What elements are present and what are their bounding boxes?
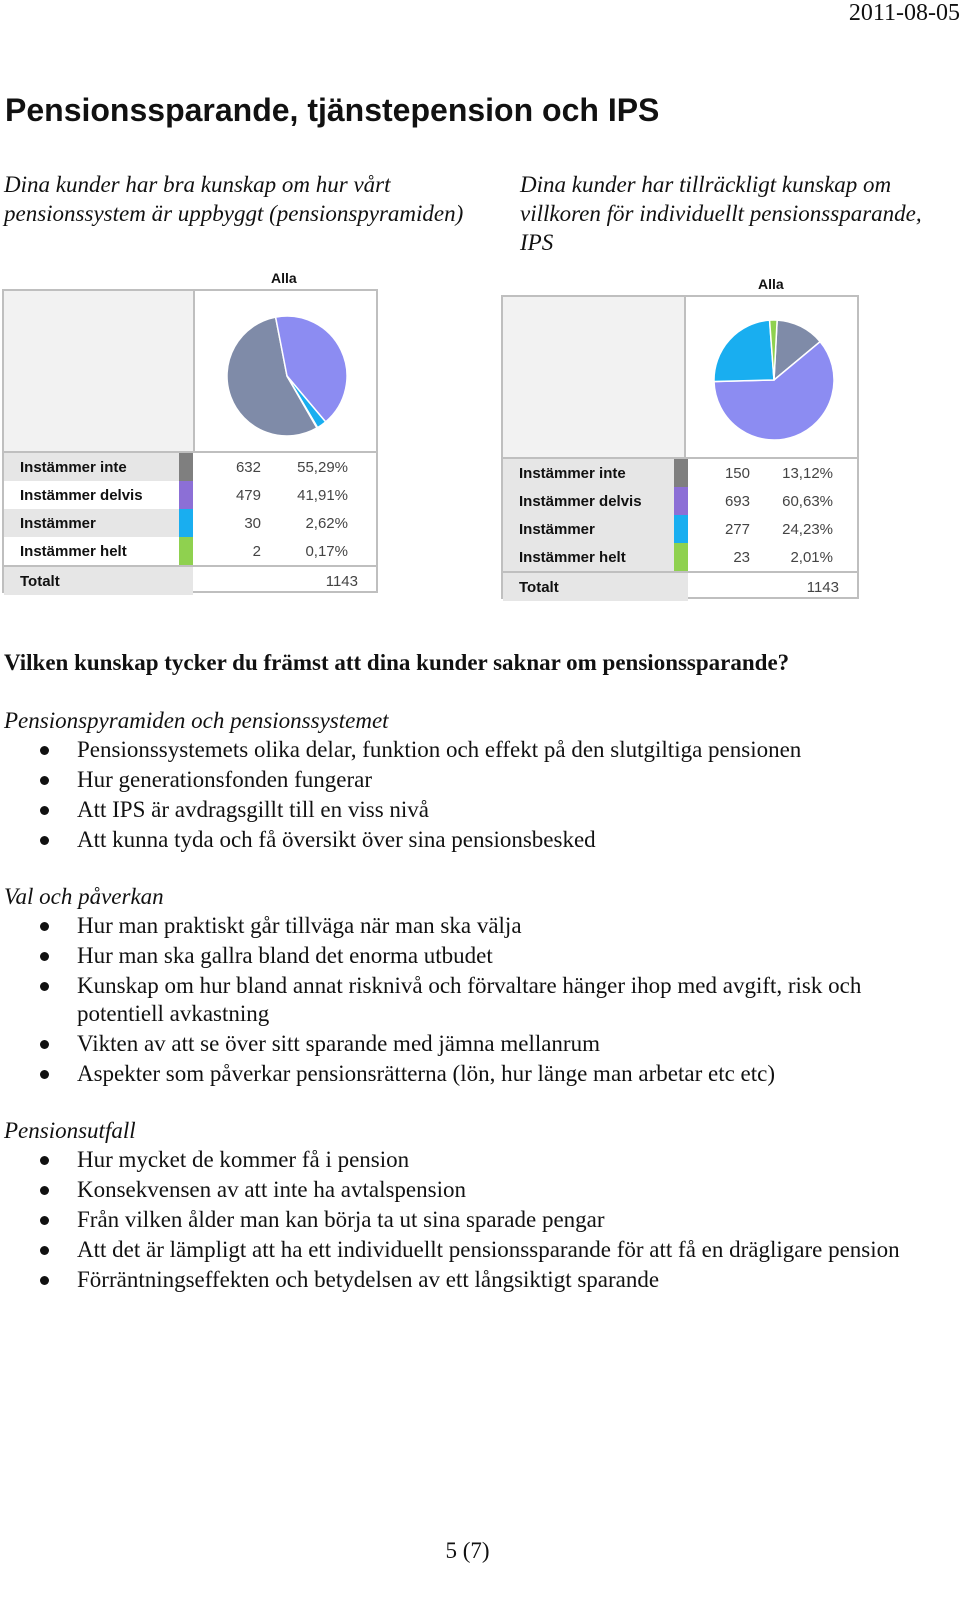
list-item-text: Vikten av att se över sitt sparande med jämna mellanrum [77, 1031, 600, 1056]
bullet-icon [40, 806, 49, 815]
bullet-icon [40, 1186, 49, 1195]
list-item-text: Hur man ska gallra bland det enorma utbudet [77, 943, 493, 968]
bullet-icon [40, 1070, 49, 1079]
section-title: Pensionsutfall [4, 1118, 136, 1143]
legend-total-label: Totalt [503, 572, 674, 601]
legend-total-row [4, 566, 376, 595]
question-left: Dina kunder har bra kunskap om hur vårt pensionssystem är uppbyggt (pensionspyramiden) [4, 172, 464, 226]
legend-percent: 41,91% [297, 486, 348, 504]
bullet-list [4, 1146, 944, 1294]
legend-swatch [179, 481, 193, 509]
list-item [4, 912, 944, 940]
chart-2-legend [503, 459, 857, 601]
list-item-text: Hur generationsfonden fungerar [77, 767, 373, 792]
legend-row [503, 459, 857, 487]
section-title: Val och påverkan [4, 884, 164, 909]
legend-swatch [674, 459, 688, 487]
legend-count: 2 [252, 542, 261, 560]
legend-count: 30 [244, 514, 261, 532]
list-item [4, 1236, 944, 1264]
chart-1-blank-area [4, 291, 193, 452]
legend-total-swatch [674, 572, 688, 601]
chart-2-pie [711, 317, 837, 443]
list-item [4, 766, 944, 794]
legend-swatch [179, 509, 193, 537]
legend-total-row [503, 572, 857, 601]
list-item-text: Att det är lämpligt att ha ett individuellt pensionssparande för att få en drägligare pension [77, 1237, 900, 1262]
bullet-icon [40, 776, 49, 785]
legend-count: 150 [724, 464, 750, 482]
section-title: Pensionspyramiden och pensionssystemet [4, 708, 389, 733]
chart-1-pie [224, 313, 350, 439]
list-item-text: Konsekvensen av att inte ha avtalspension [77, 1177, 466, 1202]
chart-2-divider [684, 297, 686, 458]
bullet-icon [40, 1246, 49, 1255]
chart-2-blank-area [503, 297, 684, 458]
legend-percent: 0,17% [305, 542, 348, 560]
list-item [4, 1146, 944, 1174]
chart-1-legend [4, 453, 376, 595]
legend-row [4, 509, 376, 537]
legend-total-label: Totalt [4, 566, 179, 595]
document-date: 2011-08-05 [848, 0, 960, 26]
bullet-list [4, 736, 944, 854]
list-item [4, 1060, 944, 1088]
chart-2-panel [501, 295, 859, 599]
legend-row [4, 481, 376, 509]
pie-slice-3 [714, 320, 774, 381]
legend-count: 23 [733, 548, 750, 566]
list-item [4, 736, 944, 764]
section-pension-system [4, 706, 944, 856]
list-item [4, 972, 944, 1028]
list-item [4, 1176, 944, 1204]
list-item-text: Hur man praktiskt går tillväga när man ska välja [77, 913, 522, 938]
legend-row [503, 515, 857, 543]
legend-label: Instämmer helt [503, 543, 674, 572]
page-title: Pensionssparande, tjänstepension och IPS [5, 92, 660, 128]
chart-1-title: Alla [271, 270, 297, 286]
list-item-text: Kunskap om hur bland annat risknivå och förvaltare hänger ihop med avgift, risk och potentiell avkastning [77, 973, 862, 1026]
list-item-text: Från vilken ålder man kan börja ta ut sina sparade pengar [77, 1207, 605, 1232]
list-item-text: Att kunna tyda och få översikt över sina pensionsbesked [77, 827, 596, 852]
legend-percent: 60,63% [782, 492, 833, 510]
page-number: 5 (7) [445, 1538, 490, 1563]
list-item-text: Pensionssystemets olika delar, funktion och effekt på den slutgiltiga pensionen [77, 737, 802, 762]
list-item-text: Aspekter som påverkar pensionsrätterna (lön, hur länge man arbetar etc etc) [77, 1061, 776, 1086]
list-item [4, 796, 944, 824]
legend-percent: 24,23% [782, 520, 833, 538]
legend-total-swatch [179, 566, 193, 595]
legend-count: 632 [235, 458, 261, 476]
chart-2-title: Alla [758, 276, 784, 292]
bullet-icon [40, 982, 49, 991]
list-item [4, 942, 944, 970]
bullet-icon [40, 1276, 49, 1285]
legend-swatch [179, 537, 193, 566]
bullet-icon [40, 836, 49, 845]
bullet-icon [40, 952, 49, 961]
legend-row [503, 543, 857, 572]
legend-total-value: 1143 [193, 566, 376, 595]
legend-count: 277 [724, 520, 750, 538]
legend-swatch [674, 515, 688, 543]
legend-percent: 2,01% [790, 548, 833, 566]
legend-label: Instämmer delvis [503, 487, 674, 515]
legend-label: Instämmer helt [20, 542, 127, 560]
bullet-icon [40, 1216, 49, 1225]
question-right: Dina kunder har tillräckligt kunskap om villkoren för individuellt pensionssparande, IPS [520, 172, 922, 255]
list-item [4, 1266, 944, 1294]
legend-swatch [674, 487, 688, 515]
section-choice-influence [4, 882, 944, 1090]
list-item [4, 1206, 944, 1234]
list-item-text: Hur mycket de kommer få i pension [77, 1147, 410, 1172]
bullet-icon [40, 1156, 49, 1165]
list-item-text: Förräntningseffekten och betydelsen av ett långsiktigt sparande [77, 1267, 660, 1292]
legend-percent: 2,62% [305, 514, 348, 532]
bullet-icon [40, 922, 49, 931]
legend-swatch [674, 543, 688, 572]
list-item [4, 826, 944, 854]
bullet-list [4, 912, 944, 1088]
section-heading: Vilken kunskap tycker du främst att dina kunder saknar om pensionssparande? [4, 650, 790, 675]
legend-row [503, 487, 857, 515]
legend-label: Instämmer delvis [20, 486, 143, 504]
bullet-icon [40, 746, 49, 755]
legend-total-value: 1143 [688, 572, 857, 601]
list-item [4, 1030, 944, 1058]
legend-percent: 13,12% [782, 464, 833, 482]
chart-1-divider [193, 291, 195, 452]
legend-row [4, 537, 376, 566]
bullet-icon [40, 1040, 49, 1049]
legend-label: Instämmer inte [503, 459, 674, 487]
section-pension-outcome [4, 1116, 944, 1296]
legend-count: 693 [724, 492, 750, 510]
list-item-text: Att IPS är avdragsgillt till en viss nivå [77, 797, 429, 822]
legend-swatch [179, 453, 193, 481]
chart-1-panel [2, 289, 378, 593]
legend-label: Instämmer [503, 515, 674, 543]
legend-label: Instämmer [4, 509, 179, 537]
legend-row [4, 453, 376, 481]
legend-label: Instämmer inte [4, 453, 179, 481]
legend-percent: 55,29% [297, 458, 348, 476]
legend-count: 479 [235, 486, 261, 504]
